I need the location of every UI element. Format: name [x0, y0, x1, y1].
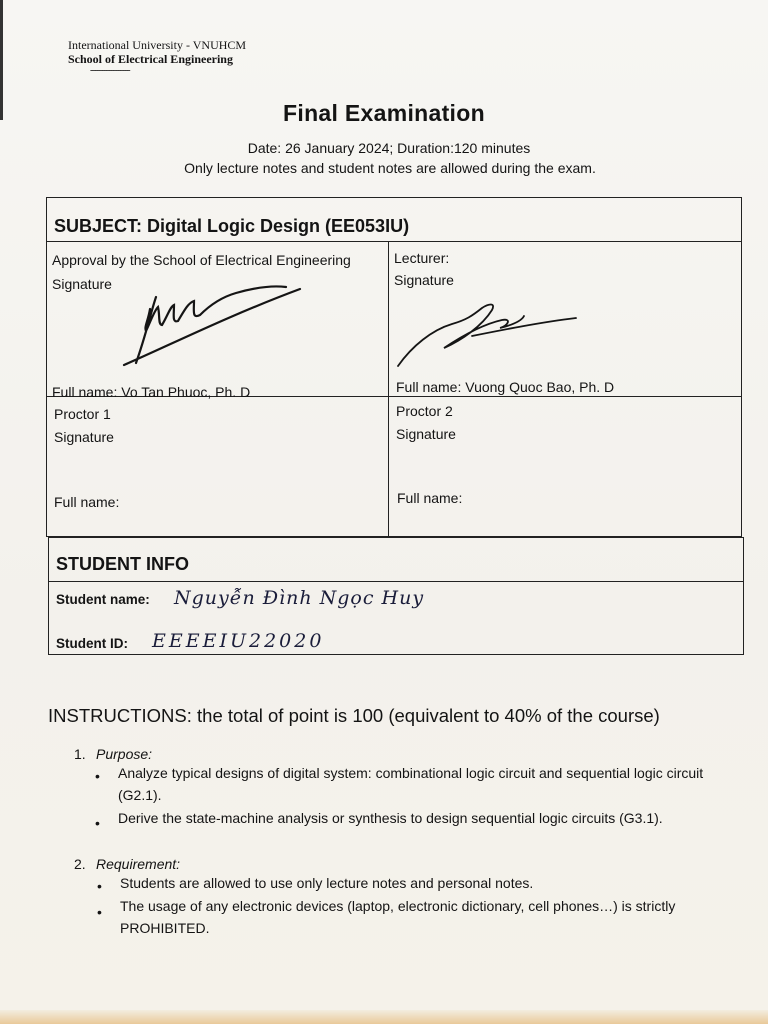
instruction-bullet: The usage of any electronic devices (laptop, electronic dictionary, cell phones…) is strictly PROHIBITED.	[120, 898, 676, 936]
university-header	[68, 38, 246, 76]
lecturer-signature	[392, 296, 582, 372]
proctor2-signature-label: Signature	[396, 426, 456, 442]
page-edge-bottom	[0, 1010, 768, 1024]
proctor1-fullname: Full name:	[54, 494, 120, 510]
student-id-value: EEEEIU22020	[152, 630, 325, 652]
proctor2-fullname: Full name:	[397, 490, 463, 506]
instruction-bullet: Derive the state-machine analysis or synthesis to design sequential logic circuits (G3.1).	[118, 810, 663, 826]
divider	[388, 241, 389, 537]
exam-date: Date: 26 January 2024; Duration:120 minutes	[247, 140, 531, 156]
proctor1-signature-label: Signature	[54, 429, 114, 445]
subject-label: SUBJECT: Digital Logic Design (EE053IU)	[54, 216, 410, 236]
exam-notes: Only lecture notes and student notes are allowed during the exam.	[184, 160, 596, 176]
approval-signature-label: Signature	[52, 276, 112, 292]
bullet-icon: •	[97, 904, 102, 920]
approval-title: Approval by the School of Electrical Engineering	[52, 252, 351, 268]
bullet-icon: •	[97, 878, 102, 894]
student-name-label: Student name:	[56, 592, 150, 607]
lecturer-fullname: Full name: Vuong Quoc Bao, Ph. D	[396, 379, 615, 395]
instruction-item-number: 2.	[74, 856, 86, 872]
instruction-item-title: Requirement:	[96, 856, 181, 872]
student-id-label: Student ID:	[56, 636, 128, 651]
header-rule: -----------------	[90, 65, 130, 76]
student-info-header: STUDENT INFO	[56, 554, 189, 574]
proctor1-title: Proctor 1	[54, 406, 111, 422]
instructions-heading: INSTRUCTIONS: the total of point is 100 (equivalent to 40% of the course)	[48, 705, 660, 726]
school-name: School of Electrical Engineering	[68, 52, 233, 66]
bullet-icon: •	[95, 768, 100, 784]
divider	[48, 581, 744, 582]
instruction-bullet: Students are allowed to use only lecture notes and personal notes.	[120, 875, 534, 891]
exam-title: Final Examination	[283, 100, 485, 126]
approval-signature	[110, 275, 310, 375]
instruction-item-title: Purpose:	[96, 746, 153, 762]
lecturer-signature-label: Signature	[394, 272, 454, 288]
university-name: International University - VNUHCM	[68, 38, 247, 52]
instruction-bullet: Analyze typical designs of digital system: combinational logic circuit and sequential logic circuit (G2.1).	[118, 765, 704, 803]
proctor2-title: Proctor 2	[396, 403, 453, 419]
approval-fullname: Full name: Vo Tan Phuoc, Ph. D	[52, 384, 251, 400]
lecturer-title: Lecturer:	[394, 250, 450, 266]
student-name-value: Nguyễn Đình Ngọc Huy	[174, 587, 425, 609]
instruction-item-number: 1.	[74, 746, 86, 762]
bullet-icon: •	[95, 815, 100, 831]
divider	[46, 241, 742, 242]
